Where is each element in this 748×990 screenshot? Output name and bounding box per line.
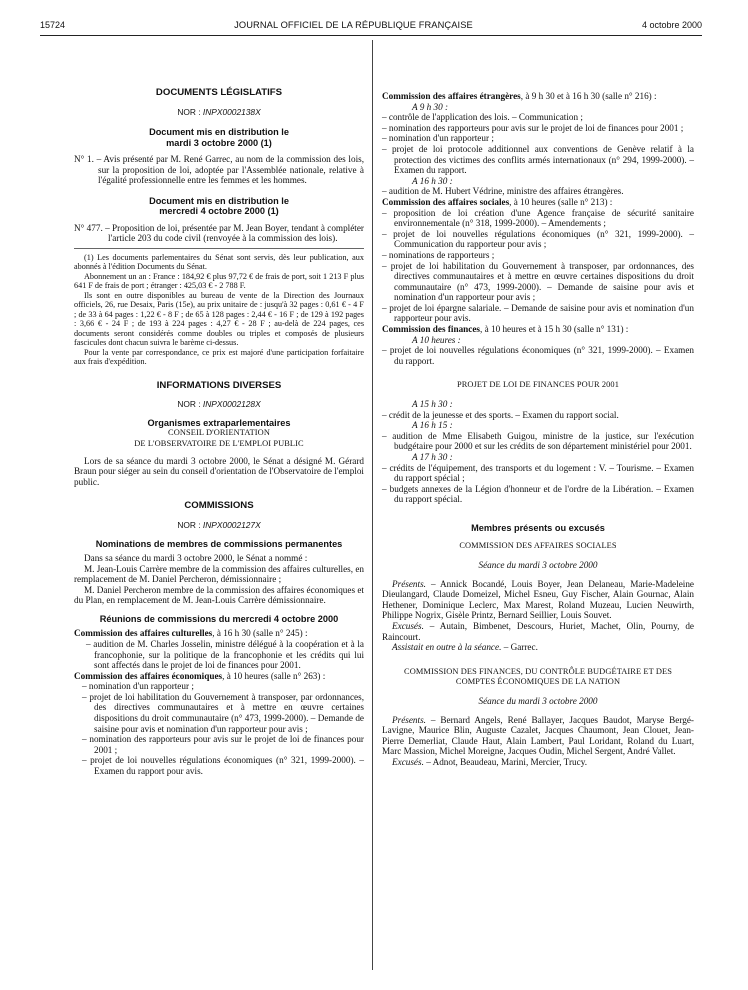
agenda-item: – audition de Mme Elisabeth Guigou, ministre de la justice, sur l'exécution budgétaire pour 2000 et sur les crédits de son département ministériel pour 2001.	[382, 430, 694, 452]
agenda-item: – projet de loi nouvelles régulations économiques (n° 321, 1999-2000). – Examen du rapport.	[382, 345, 694, 366]
agenda-item: – nominations de rapporteurs ;	[382, 249, 495, 260]
commission-title: COMMISSION DES FINANCES, DU CONTRÔLE BUDGÉTAIRE ET DES COMPTES ÉCONOMIQUES DE LA NATION	[404, 666, 672, 687]
time-label: A 10 heures :	[412, 334, 461, 345]
reunions-title: Réunions de commissions du mercredi 4 octobre 2000	[99, 613, 339, 624]
organismes-text: Lors de sa séance du mardi 3 octobre 2000, le Sénat a désigné M. Gérard Braun pour siéger au sein du conseil d'orientation de l'Observatoire de l'emploi public.	[74, 455, 364, 487]
agenda-item: – audition de M. Charles Josselin, ministre délégué à la coopération et à la francophonie, sur la politique de la francophonie et les crédits qui lui sont affectés dans le projet de loi de finances pour 2001.	[86, 638, 364, 671]
attendance-present: Présents. – Bernard Angels, René Ballayer, Jacques Baudot, Maryse Bergé-Lavigne, Maurice Blin, Auguste Cazalet, Jacques Chaumont, Jean Clouet, Jean-Pierre Demerliat, Claude Haut, Alain Lambert, Paul Loridant, Roland du Luart, Marc Massion, Michel Moreigne, Jacques Oudin, Michel Sergent, André Vallet.	[382, 714, 694, 757]
footnote: (1) Les documents parlementaires du Sénat sont servis, dès leur publication, aux abonnés à l'édition Documents du Sénat.	[74, 252, 364, 272]
page-number: 15724	[40, 20, 66, 30]
nominations-paragraph: M. Daniel Percheron membre de la commission des affaires économiques et du Plan, en remplacement de M. Jean-Louis Carrère démissionnaire.	[74, 584, 364, 606]
organismes-title: Organismes extraparlementaires	[147, 417, 291, 428]
agenda-item: – nomination d'un rapporteur ;	[82, 681, 194, 692]
page-header	[40, 18, 702, 32]
agenda-item: – projet de loi habilitation du Gouvernement à transposer, par ordonnances, des directives communautaires et à mettre en œuvre certaines dispositions du droit communautaire (n° 473, 1999-2000). – Demande de saisine pour avis et nomination d'un rapporteur pour avis ;	[382, 260, 694, 303]
issue-date: 4 octobre 2000	[641, 20, 702, 30]
attendance-excused: Excusés. – Adnot, Beaudeau, Marini, Mercier, Trucy.	[392, 756, 587, 767]
attendance-excused: Excusés. – Autain, Bimbenet, Descours, Huriet, Machet, Olin, Pourny, de Raincourt.	[382, 620, 694, 642]
attendance-present: Présents. – Annick Bocandé, Louis Boyer, Jean Delaneau, Marie-Madeleine Dieulangard, Claude Domeizel, Michel Esneu, Guy Fischer, Alain Gournac, Alain Hethener, Dominique Leclerc, Max Marest, Roland Muzeau, Lucien Neuwirth, Philippe Nogrix, Gisèle Printz, Bernard Seillier, Louis Souvet.	[382, 578, 694, 621]
agenda-item: – projet de loi épargne salariale. – Demande de saisine pour avis et nomination d'un rapporteur pour avis.	[382, 302, 694, 324]
organismes-subtitle: CONSEIL D'ORIENTATION	[168, 428, 270, 438]
footnote: Pour la vente par correspondance, ce prix est majoré d'une participation forfaitaire aux frais d'expédition.	[74, 347, 364, 367]
time-label: A 16 h 15 :	[412, 420, 453, 431]
agenda-item: – nomination des rapporteurs pour avis sur le projet de loi de finances pour 2001 ;	[382, 122, 684, 133]
agenda-list	[74, 681, 364, 776]
commission-heading: Commission des affaires sociales, à 10 heures (salle n° 213) :	[382, 196, 613, 207]
time-label: A 16 h 30 :	[412, 175, 453, 186]
journal-title: JOURNAL OFFICIEL DE LA RÉPUBLIQUE FRANÇAISE	[234, 20, 473, 30]
commission-heading: Commission des affaires économiques, à 10 heures (salle n° 263) :	[74, 670, 326, 681]
agenda-item: – budgets annexes de la Légion d'honneur et de l'ordre de la Libération. – Examen du rapport spécial.	[382, 483, 694, 505]
agenda-item: – contrôle de l'application des lois. – Communication ;	[382, 112, 583, 123]
section-title-commissions: COMMISSIONS	[184, 500, 254, 512]
section-title-informations: INFORMATIONS DIVERSES	[156, 379, 282, 391]
commission-title: COMMISSION DES AFFAIRES SOCIALES	[459, 541, 617, 551]
agenda-item: – projet de loi nouvelles régulations économiques (n° 321, 1999-2000). – Examen du rapport pour avis.	[82, 755, 364, 777]
distribution-title-2: Document mis en distribution le mercredi 4 octobre 2000 (1)	[149, 195, 289, 217]
nor-reference: NOR : INPX0002128X	[177, 399, 261, 410]
left-column	[74, 88, 364, 777]
time-label: A 17 h 30 :	[412, 452, 453, 462]
organismes-subtitle: DE L'OBSERVATOIRE DE L'EMPLOI PUBLIC	[134, 438, 304, 448]
agenda-item: – crédits de l'équipement, des transports et du logement : V. – Tourisme. – Examen du rapport spécial ;	[382, 462, 694, 484]
seance-date: Séance du mardi 3 octobre 2000	[478, 559, 598, 570]
agenda-item: – audition de M. Hubert Védrine, ministre des affaires étrangères.	[382, 186, 624, 197]
column-divider	[372, 40, 373, 970]
agenda-item: – proposition de loi création d'une Agence française de sécurité sanitaire environnementale (n° 318, 1999-2000). – Amendements ;	[382, 207, 694, 229]
agenda-item: – nomination d'un rapporteur ;	[382, 133, 494, 144]
agenda-item: – projet de loi habilitation du Gouvernement à transposer, par ordonnances, des directives communautaires et à mettre en œuvre certaines dispositions du droit communautaire (n° 473, 1999-2000). – Demande de saisine pour avis et nomination d'un rapporteur pour avis ;	[82, 691, 364, 734]
time-label: A 9 h 30 :	[412, 101, 449, 112]
agenda-item: – projet de loi nouvelles régulations économiques (n° 321, 1999-2000). – Communication du rapporteur pour avis ;	[382, 228, 694, 250]
commission-heading: Commission des affaires étrangères, à 9 h 30 et à 16 h 30 (salle n° 216) :	[382, 91, 657, 101]
agenda-item: – crédit de la jeunesse et des sports. – Examen du rapport social.	[382, 409, 619, 420]
commission-heading: Commission des finances, à 10 heures et à 15 h 30 (salle n° 131) :	[382, 324, 629, 335]
footnote-rule	[74, 248, 364, 249]
section-title-documents: DOCUMENTS LÉGISLATIFS	[155, 87, 283, 98]
nominations-paragraph: Dans sa séance du mardi 3 octobre 2000, le Sénat a nommé :	[84, 552, 308, 563]
footnote: Abonnement un an : France : 184,92 € plus 97,72 € de frais de port, soit 1 213 F plus 641 F de frais de port ; étranger : 425,03 € - 2 788 F.	[74, 271, 364, 291]
right-column	[382, 91, 694, 767]
attendance-other: Assistait en outre à la séance. – Garrec.	[392, 642, 538, 653]
agenda-item: – nomination des rapporteurs pour avis sur le projet de loi de finances pour 2001 ;	[82, 734, 364, 755]
document-item-1: N° 1. – Avis présenté par M. René Garrec, au nom de la commission des lois, sur la proposition de loi, adoptée par l'Assemblée nationale, relative à l'égalité professionnelle entre les femmes et les hommes.	[74, 154, 364, 186]
agenda-item: – projet de loi protocole additionnel aux conventions de Genève relatif à la protection des victimes des conflits armés internationaux (n° 294, 1999-2000). – Examen du rapport.	[382, 143, 694, 176]
plf-title: PROJET DE LOI DE FINANCES POUR 2001	[456, 380, 619, 390]
time-label: A 15 h 30 :	[412, 399, 453, 410]
footnote: Ils sont en outre disponibles au bureau de vente de la Direction des Journaux officiels, 26, rue Desaix, Paris (15e), au prix unitaire de : jusqu'à 32 pages : 0,61 € - 4 F ; de 33 à 64 pages : 1,22 € - 8 F ; de 65 à 128 pages : 2,44 € - 16 F ; de 129 à 192 pages : 3,66 € - 24 F ; de 193 à 224 pages : 4,27 € - 28 F ; au-delà de 224 pages, ces documents seront considérés comme doubles ou triples et composés de plusieurs fascicules dont chacun suivra le barème ci-dessus.	[74, 290, 364, 348]
document-item-477: N° 477. – Proposition de loi, présentée par M. Jean Boyer, tendant à compléter l'article 203 du code civil (renvoyée à la commission des lois).	[74, 222, 364, 244]
nor-reference: NOR : INPX0002138X	[177, 106, 261, 117]
nor-reference: NOR : INPX0002127X	[177, 519, 261, 530]
commission-heading: Commission des affaires culturelles, à 16 h 30 (salle n° 245) :	[74, 628, 308, 639]
distribution-title-1: Document mis en distribution le mardi 3 octobre 2000 (1)	[149, 127, 289, 148]
header-rule	[40, 35, 702, 36]
nominations-title: Nominations de membres de commissions permanentes	[95, 538, 343, 549]
membres-title: Membres présents ou excusés	[471, 522, 605, 533]
seance-date: Séance du mardi 3 octobre 2000	[478, 695, 598, 706]
nominations-paragraph: M. Jean-Louis Carrère membre de la commission des affaires culturelles, en remplacement de M. Daniel Percheron, démissionnaire ;	[74, 563, 364, 585]
